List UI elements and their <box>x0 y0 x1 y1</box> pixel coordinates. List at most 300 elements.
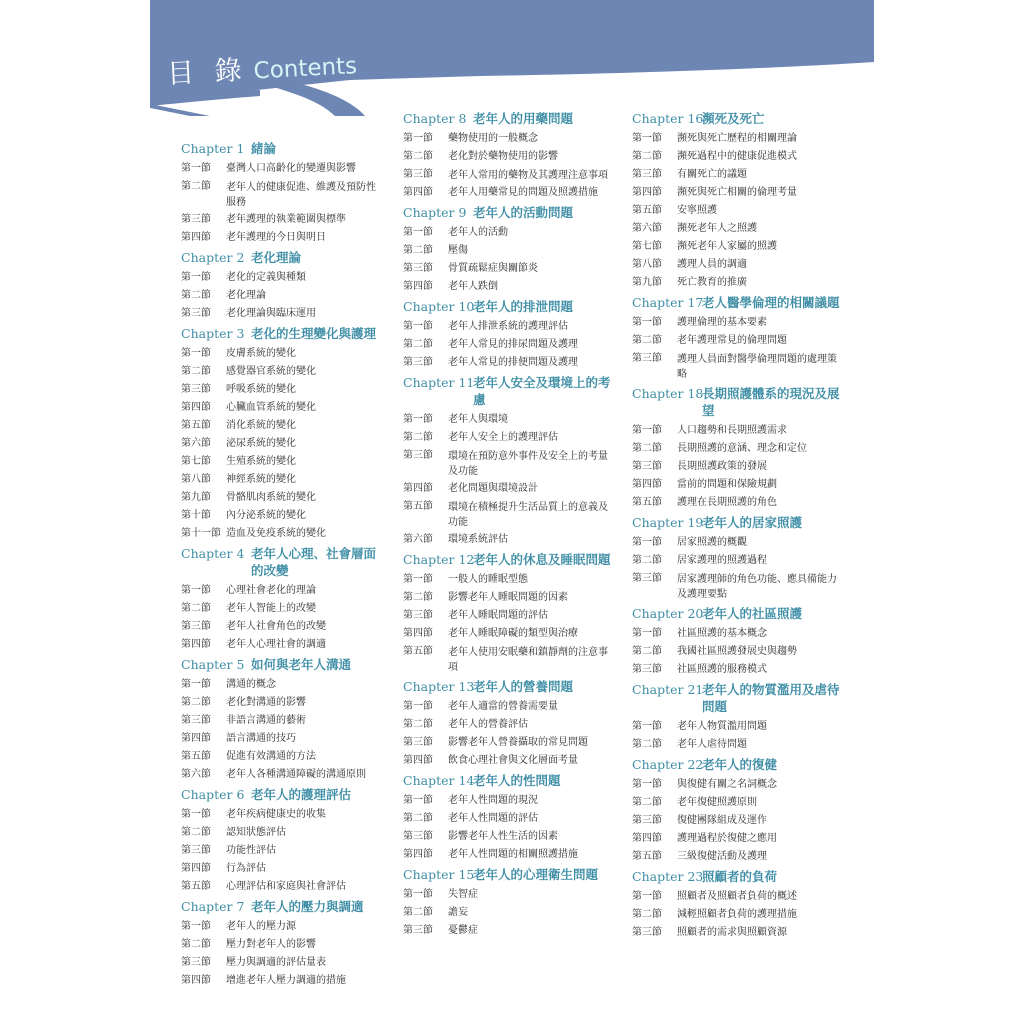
section-item <box>632 888 842 906</box>
section-title: 憂鬱症 <box>448 925 478 936</box>
section-item <box>181 824 381 842</box>
section-number: 第一節 <box>632 891 662 902</box>
chapter-number: Chapter 15 <box>403 867 475 882</box>
section-number: 第六節 <box>403 534 433 545</box>
section-number: 第二節 <box>181 366 211 377</box>
section-number: 第二節 <box>403 813 433 824</box>
section-number: 第一節 <box>403 795 433 806</box>
section-item <box>403 904 613 922</box>
section-item <box>181 860 381 878</box>
section-number: 第七節 <box>181 456 211 467</box>
chapter-title: 老年人安全及環境上的考慮 <box>473 375 611 407</box>
section-number: 第二節 <box>632 443 662 454</box>
section-title: 感覺器官系統的變化 <box>226 366 316 377</box>
chapter-heading <box>403 374 613 408</box>
section-title: 長期照護的意涵、理念和定位 <box>677 443 807 454</box>
section-number: 第五節 <box>632 497 662 508</box>
section-item <box>181 694 381 712</box>
section-item <box>632 166 842 184</box>
section-title: 影響老年人性生活的因素 <box>448 831 558 842</box>
section-number: 第一節 <box>403 701 433 712</box>
section-number: 第一節 <box>181 272 211 283</box>
section-title: 老年護理常見的倫理問題 <box>677 335 787 346</box>
section-number: 第二節 <box>403 151 433 162</box>
section-title: 功能性評估 <box>226 845 276 856</box>
section-number: 第四節 <box>403 849 433 860</box>
section-item <box>632 274 842 292</box>
section-number: 第一節 <box>181 348 211 359</box>
section-title: 增進老年人壓力調適的措施 <box>226 975 346 986</box>
section-title: 老年人的健康促進、維護及預防性服務 <box>226 182 376 208</box>
section-title: 環境在預防意外事件及安全上的考量及功能 <box>448 451 608 477</box>
section-item <box>403 242 613 260</box>
chapter-number: Chapter 14 <box>403 773 475 788</box>
section-title: 有關死亡的議題 <box>677 169 747 180</box>
section-item <box>632 625 842 643</box>
chapter-heading <box>181 325 381 342</box>
section-number: 第三節 <box>181 845 211 856</box>
section-title: 老年人物質濫用問題 <box>677 721 767 732</box>
chapter-number: Chapter 11 <box>403 375 475 390</box>
section-item <box>632 570 842 603</box>
section-number: 第一節 <box>403 133 433 144</box>
section-item <box>181 936 381 954</box>
chapter-number: Chapter 19 <box>632 515 704 530</box>
section-item <box>632 812 842 830</box>
section-title: 老年人跌倒 <box>448 281 498 292</box>
chapter-title: 長期照護體系的現況及展望 <box>702 386 840 418</box>
section-item <box>632 794 842 812</box>
section-item <box>403 447 613 480</box>
section-item <box>181 636 381 654</box>
section-title: 老年人常見的排便問題及護理 <box>448 357 578 368</box>
section-item <box>632 148 842 166</box>
section-number: 第三節 <box>403 610 433 621</box>
section-title: 老年人社會角色的改變 <box>226 621 326 632</box>
section-item <box>632 314 842 332</box>
section-item <box>181 399 381 417</box>
section-item <box>181 345 381 363</box>
section-item <box>632 350 842 383</box>
section-number: 第二節 <box>632 739 662 750</box>
section-title: 老年護理的今日與明日 <box>226 232 326 243</box>
section-item <box>403 224 613 242</box>
chapter-heading <box>403 204 613 221</box>
section-title: 藥物使用的一般概念 <box>448 133 538 144</box>
section-number: 第三節 <box>632 573 662 584</box>
section-item <box>403 184 613 202</box>
chapter-number: Chapter 8 <box>403 111 467 126</box>
title-chinese: 目 錄 <box>166 54 249 91</box>
section-title: 老年人使用安眠藥和鎮靜劑的注意事項 <box>448 647 608 673</box>
chapter-title: 老年人的心理衛生問題 <box>473 867 599 882</box>
section-title: 三級復健活動及護理 <box>677 851 767 862</box>
section-title: 老年人的壓力源 <box>226 921 296 932</box>
chapter-heading <box>403 110 613 127</box>
section-item <box>632 494 842 512</box>
section-number: 第二節 <box>181 697 211 708</box>
section-title: 心理評估和家庭與社會評估 <box>226 881 346 892</box>
section-item <box>632 184 842 202</box>
section-number: 第十一節 <box>181 528 221 539</box>
section-item <box>632 220 842 238</box>
chapter-number: Chapter 18 <box>632 386 704 401</box>
section-item <box>403 498 613 531</box>
section-title: 飲食心理社會與文化層面考量 <box>448 755 578 766</box>
chapter-number: Chapter 13 <box>403 679 475 694</box>
chapter-title: 老年人的營養問題 <box>473 679 574 694</box>
section-title: 泌尿系統的變化 <box>226 438 296 449</box>
chapter-title: 老年人的居家照護 <box>702 515 803 530</box>
section-title: 一般人的睡眠型態 <box>448 574 528 585</box>
section-number: 第三節 <box>181 715 211 726</box>
section-number: 第四節 <box>403 281 433 292</box>
section-number: 第一節 <box>632 721 662 732</box>
toc-column-3 <box>632 108 842 942</box>
section-number: 第四節 <box>403 483 433 494</box>
section-title: 影響老年人睡眠問題的因素 <box>448 592 568 603</box>
section-title: 老年人與環境 <box>448 414 508 425</box>
section-number: 第三節 <box>632 353 662 364</box>
section-number: 第一節 <box>181 585 211 596</box>
section-number: 第一節 <box>632 537 662 548</box>
section-item <box>403 354 613 372</box>
section-number: 第一節 <box>403 227 433 238</box>
section-number: 第五節 <box>403 646 433 657</box>
section-number: 第一節 <box>403 321 433 332</box>
chapter-number: Chapter 9 <box>403 205 467 220</box>
section-title: 護理過程於復健之應用 <box>677 833 777 844</box>
section-item <box>632 552 842 570</box>
section-number: 第一節 <box>632 317 662 328</box>
section-item <box>403 336 613 354</box>
section-item <box>403 130 613 148</box>
section-item <box>403 698 613 716</box>
section-number: 第四節 <box>181 232 211 243</box>
section-item <box>632 238 842 256</box>
section-title: 語言溝通的技巧 <box>226 733 296 744</box>
section-number: 第一節 <box>632 425 662 436</box>
section-item <box>403 607 613 625</box>
section-item <box>632 736 842 754</box>
section-number: 第三節 <box>181 384 211 395</box>
section-number: 第二節 <box>632 909 662 920</box>
section-number: 第三節 <box>181 214 211 225</box>
section-number: 第三節 <box>403 925 433 936</box>
chapter-heading <box>632 514 842 531</box>
chapter-heading <box>632 605 842 622</box>
section-item <box>181 269 381 287</box>
section-number: 第二節 <box>181 827 211 838</box>
section-title: 消化系統的變化 <box>226 420 296 431</box>
section-item <box>403 792 613 810</box>
section-item <box>403 318 613 336</box>
section-item <box>403 411 613 429</box>
chapter-heading <box>632 385 842 419</box>
section-number: 第十節 <box>181 510 211 521</box>
section-title: 死亡教育的推廣 <box>677 277 747 288</box>
chapter-title: 老年人的休息及睡眠問題 <box>473 552 611 567</box>
section-title: 骨質疏鬆症與關節炎 <box>448 263 538 274</box>
chapter-title: 照顧者的負荷 <box>702 869 778 884</box>
section-number: 第五節 <box>181 420 211 431</box>
section-number: 第二節 <box>632 151 662 162</box>
section-item <box>403 734 613 752</box>
section-number: 第四節 <box>181 975 211 986</box>
chapter-heading <box>181 786 381 803</box>
chapter-heading <box>403 772 613 789</box>
section-title: 溝通的概念 <box>226 679 276 690</box>
section-item <box>403 260 613 278</box>
section-number: 第一節 <box>181 679 211 690</box>
section-title: 老年人性問題的評估 <box>448 813 538 824</box>
chapter-number: Chapter 2 <box>181 250 245 265</box>
chapter-heading <box>403 551 613 568</box>
chapter-title: 老年人的性問題 <box>473 773 561 788</box>
section-number: 第一節 <box>181 921 211 932</box>
section-item <box>181 582 381 600</box>
section-item <box>403 846 613 864</box>
section-item <box>632 332 842 350</box>
chapter-title: 老年人的壓力與調適 <box>251 899 364 914</box>
section-title: 生殖系統的變化 <box>226 456 296 467</box>
chapter-title: 老年人的護理評估 <box>251 787 352 802</box>
section-title: 皮膚系統的變化 <box>226 348 296 359</box>
section-item <box>632 718 842 736</box>
section-title: 居家護理師的角色功能、應具備能力及護理要點 <box>677 574 837 600</box>
chapter-heading <box>403 866 613 883</box>
chapter-heading <box>403 678 613 695</box>
section-number: 第四節 <box>181 402 211 413</box>
section-title: 社區照護的服務模式 <box>677 664 767 675</box>
section-title: 瀕死老年人家屬的照護 <box>677 241 777 252</box>
section-title: 造血及免疫系統的變化 <box>226 528 326 539</box>
section-item <box>181 806 381 824</box>
section-title: 社區照護的基本概念 <box>677 628 767 639</box>
section-title: 老年疾病健康史的收集 <box>226 809 326 820</box>
section-item <box>632 776 842 794</box>
section-title: 骨骼肌肉系統的變化 <box>226 492 316 503</box>
section-title: 瀕死與死亡相關的倫理考量 <box>677 187 797 198</box>
chapter-title: 如何與老年人溝通 <box>251 657 352 672</box>
section-number: 第三節 <box>632 815 662 826</box>
chapter-title: 老年人心理、社會層面的改變 <box>251 546 377 578</box>
section-number: 第四節 <box>632 833 662 844</box>
section-number: 第二節 <box>181 290 211 301</box>
section-item <box>181 878 381 896</box>
section-number: 第四節 <box>181 733 211 744</box>
section-title: 復健團隊組成及運作 <box>677 815 767 826</box>
section-item <box>632 848 842 866</box>
section-number: 第八節 <box>181 474 211 485</box>
chapter-number: Chapter 3 <box>181 326 245 341</box>
section-number: 第三節 <box>403 263 433 274</box>
section-item <box>403 625 613 643</box>
section-title: 瀕死與死亡歷程的相關理論 <box>677 133 797 144</box>
section-title: 瀕死老年人之照護 <box>677 223 757 234</box>
section-title: 老化對於藥物使用的影響 <box>448 151 558 162</box>
section-item <box>403 480 613 498</box>
section-number: 第一節 <box>632 779 662 790</box>
section-item <box>403 810 613 828</box>
section-title: 老年人排泄系統的護理評估 <box>448 321 568 332</box>
chapter-title: 瀕死及死亡 <box>702 111 765 126</box>
section-number: 第二節 <box>632 797 662 808</box>
section-item <box>181 287 381 305</box>
section-item <box>181 712 381 730</box>
section-number: 第二節 <box>632 335 662 346</box>
section-title: 人口趨勢和長期照護需求 <box>677 425 787 436</box>
section-number: 第二節 <box>181 939 211 950</box>
section-number: 第四節 <box>403 628 433 639</box>
chapter-title: 老化理論 <box>251 250 302 265</box>
section-number: 第二節 <box>403 907 433 918</box>
section-item <box>632 256 842 274</box>
section-item <box>181 676 381 694</box>
section-item <box>181 766 381 784</box>
section-number: 第四節 <box>181 639 211 650</box>
section-number: 第三節 <box>403 169 433 180</box>
section-title: 認知狀態評估 <box>226 827 286 838</box>
section-item <box>181 229 381 247</box>
chapter-number: Chapter 7 <box>181 899 245 914</box>
section-title: 護理在長期照護的角色 <box>677 497 777 508</box>
chapter-title: 老年人的排泄問題 <box>473 299 574 314</box>
chapter-title: 老人醫學倫理的相關議題 <box>702 295 840 310</box>
section-title: 影響老年人營養攝取的常見問題 <box>448 737 588 748</box>
section-item <box>181 211 381 229</box>
chapter-number: Chapter 12 <box>403 552 475 567</box>
section-title: 長期照護政策的發展 <box>677 461 767 472</box>
section-number: 第三節 <box>632 461 662 472</box>
section-item <box>403 166 613 184</box>
section-item <box>403 752 613 770</box>
section-number: 第三節 <box>632 169 662 180</box>
section-item <box>181 381 381 399</box>
section-number: 第二節 <box>403 592 433 603</box>
section-item <box>632 830 842 848</box>
section-title: 老年人睡眠障礙的類型與治療 <box>448 628 578 639</box>
section-number: 第一節 <box>181 163 211 174</box>
chapter-title: 老年人的復健 <box>702 757 778 772</box>
title-english: Contents <box>253 53 358 85</box>
section-title: 行為評估 <box>226 863 266 874</box>
section-number: 第三節 <box>403 737 433 748</box>
section-title: 老化對溝通的影響 <box>226 697 306 708</box>
chapter-heading <box>181 656 381 673</box>
chapter-number: Chapter 21 <box>632 682 704 697</box>
chapter-heading <box>632 868 842 885</box>
chapter-number: Chapter 17 <box>632 295 704 310</box>
section-item <box>181 160 381 178</box>
section-number: 第四節 <box>403 755 433 766</box>
section-item <box>181 435 381 453</box>
section-title: 促進有效溝通的方法 <box>226 751 316 762</box>
section-number: 第二節 <box>632 646 662 657</box>
section-title: 老年人適當的營養需要量 <box>448 701 558 712</box>
chapter-title: 老化的生理變化與護理 <box>251 326 377 341</box>
section-number: 第四節 <box>403 187 433 198</box>
section-title: 當前的問題和保險規劃 <box>677 479 777 490</box>
section-item <box>403 922 613 940</box>
section-item <box>632 661 842 679</box>
section-title: 老年人安全上的護理評估 <box>448 432 558 443</box>
section-title: 與復健有關之名詞概念 <box>677 779 777 790</box>
section-number: 第三節 <box>181 308 211 319</box>
section-title: 壓傷 <box>448 245 468 256</box>
section-title: 老年人的營養評估 <box>448 719 528 730</box>
chapter-title: 緒論 <box>251 141 277 156</box>
section-title: 臺灣人口高齡化的變遷與影響 <box>226 163 356 174</box>
section-number: 第七節 <box>632 241 662 252</box>
section-item <box>181 842 381 860</box>
chapter-heading <box>181 898 381 915</box>
chapter-title: 老年人的用藥問題 <box>473 111 574 126</box>
section-title: 老化的定義與種類 <box>226 272 306 283</box>
section-number: 第四節 <box>632 187 662 198</box>
section-title: 老年人性問題的相關照護措施 <box>448 849 578 860</box>
chapter-number: Chapter 16 <box>632 111 704 126</box>
toc-column-2 <box>403 108 613 940</box>
section-title: 護理人員面對醫學倫理問題的處理策略 <box>677 354 837 380</box>
section-title: 譫妄 <box>448 907 468 918</box>
section-number: 第八節 <box>632 259 662 270</box>
section-title: 老年復健照護原則 <box>677 797 757 808</box>
section-item <box>181 918 381 936</box>
section-number: 第五節 <box>403 501 433 512</box>
section-number: 第三節 <box>181 621 211 632</box>
section-number: 第五節 <box>632 851 662 862</box>
chapter-number: Chapter 5 <box>181 657 245 672</box>
section-item <box>181 507 381 525</box>
section-item <box>632 906 842 924</box>
section-item <box>632 422 842 440</box>
section-number: 第二節 <box>403 339 433 350</box>
section-item <box>403 429 613 447</box>
chapter-heading <box>181 545 381 579</box>
section-title: 老化問題與環境設計 <box>448 483 538 494</box>
section-title: 照顧者的需求與照顧資源 <box>677 927 787 938</box>
section-title: 居家護理的照護過程 <box>677 555 767 566</box>
section-title: 瀕死過程中的健康促進模式 <box>677 151 797 162</box>
toc-column-1 <box>181 138 381 990</box>
section-title: 老化理論 <box>226 290 266 301</box>
section-title: 老年人心理社會的調適 <box>226 639 326 650</box>
chapter-number: Chapter 1 <box>181 141 245 156</box>
section-title: 老年人常用的藥物及其護理注意事項 <box>448 170 608 181</box>
section-item <box>632 458 842 476</box>
section-number: 第二節 <box>403 719 433 730</box>
section-item <box>403 716 613 734</box>
section-title: 老年人智能上的改變 <box>226 603 316 614</box>
section-title: 老年人虐待問題 <box>677 739 747 750</box>
section-number: 第六節 <box>181 769 211 780</box>
section-title: 老年人性問題的現況 <box>448 795 538 806</box>
section-number: 第二節 <box>632 555 662 566</box>
section-number: 第四節 <box>632 479 662 490</box>
section-title: 老年人常見的排尿問題及護理 <box>448 339 578 350</box>
section-number: 第一節 <box>403 574 433 585</box>
section-number: 第四節 <box>181 863 211 874</box>
section-number: 第二節 <box>403 245 433 256</box>
section-item <box>181 489 381 507</box>
section-number: 第三節 <box>632 927 662 938</box>
section-item <box>632 643 842 661</box>
chapter-heading <box>632 110 842 127</box>
section-title: 老年護理的執業範圍與標準 <box>226 214 346 225</box>
section-title: 護理倫理的基本要素 <box>677 317 767 328</box>
section-item <box>632 130 842 148</box>
